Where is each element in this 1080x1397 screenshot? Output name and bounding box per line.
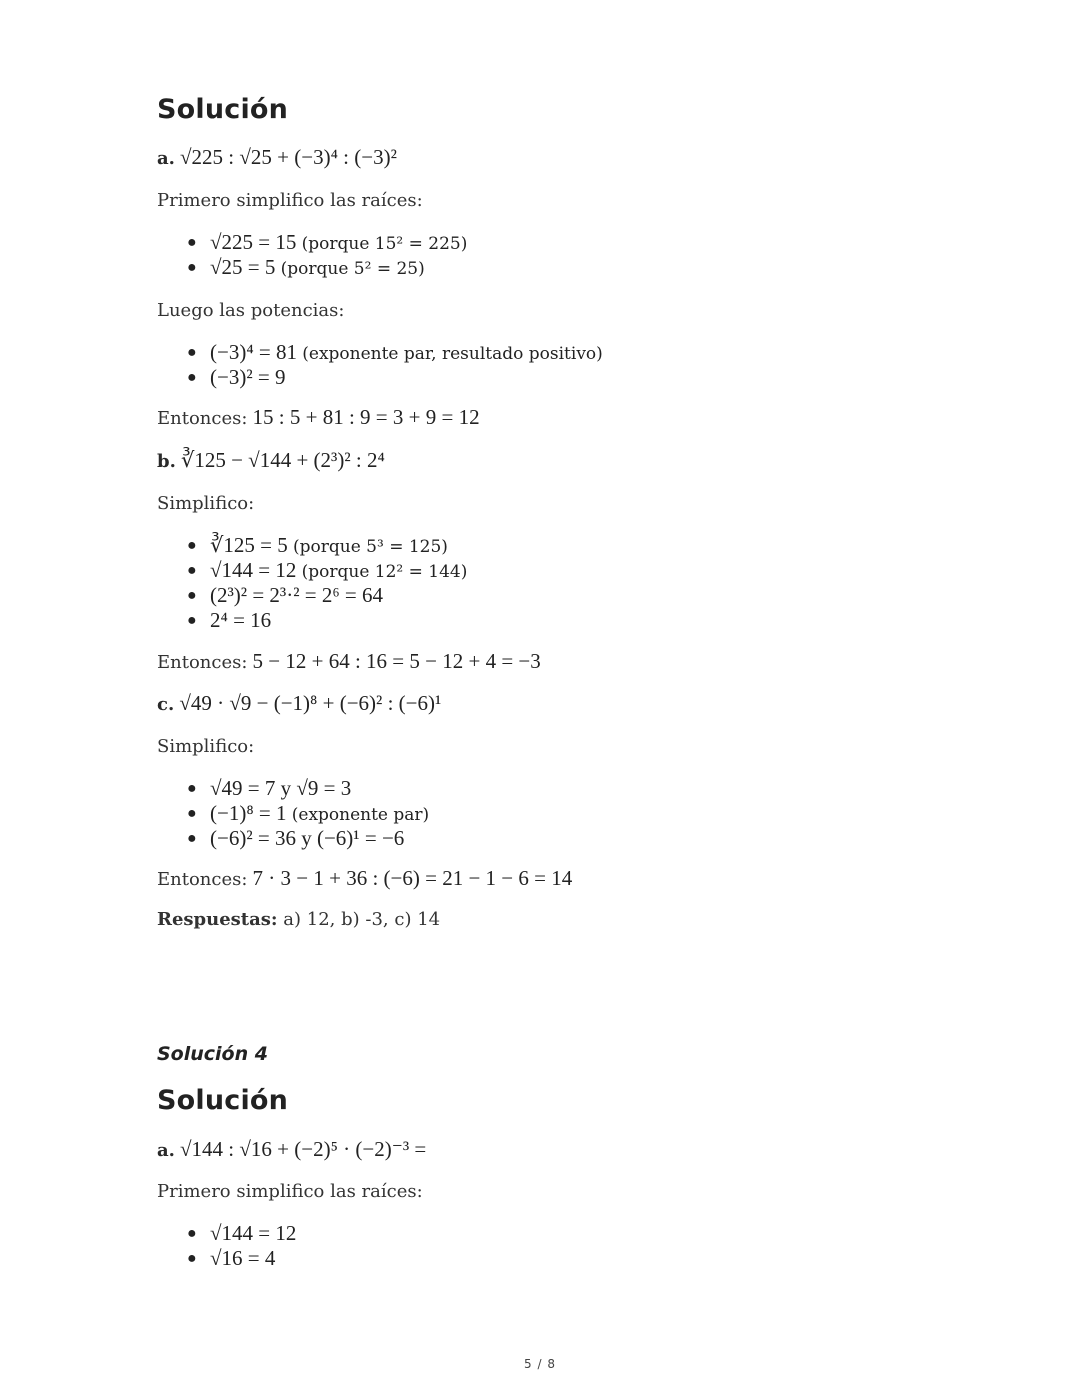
- powers-list: [187, 340, 603, 390]
- result-line: Entonces: 7 · 3 − 1 + 36 : (−6) = 21 − 1 − 6 = 14: [157, 866, 573, 890]
- list-item: ● √16 = 4: [187, 1246, 276, 1270]
- exercise-expression: ∛125 − √144 + (2³)² : 2⁴: [180, 448, 385, 472]
- page-number: 5 / 8: [524, 1357, 556, 1371]
- list-item: ● (−3)² = 9: [187, 365, 286, 389]
- result-line: Entonces: 5 − 12 + 64 : 16 = 5 − 12 + 4 = −3: [157, 649, 541, 673]
- list-item: ● (−1)⁸ = 1 (exponente par): [187, 801, 430, 825]
- simplify-list: [187, 533, 467, 633]
- result-line: Entonces: 15 : 5 + 81 : 9 = 3 + 9 = 12: [157, 405, 480, 429]
- exercise-a-statement: [157, 145, 397, 170]
- answers-line: Respuestas: a) 12, b) -3, c) 14: [157, 909, 441, 930]
- exercise-label: b.: [157, 451, 176, 472]
- section-subtitle: Solución 4: [157, 1043, 268, 1065]
- list-item: ● (−6)² = 36 y (−6)¹ = −6: [187, 826, 405, 850]
- paragraph: Primero simplifico las raíces:: [157, 190, 423, 211]
- list-item: ● ∛125 = 5 (porque 5³ = 125): [187, 533, 448, 557]
- list-item: ● √49 = 7 y √9 = 3: [187, 776, 352, 800]
- simplify-list: [187, 776, 429, 851]
- exercise-expression: √225 : √25 + (−3)⁴ : (−3)²: [180, 145, 397, 169]
- exercise-label: c.: [157, 694, 175, 715]
- paragraph: Simplifico:: [157, 493, 255, 514]
- section-title: Solución: [157, 1085, 289, 1116]
- exercise-label: a.: [157, 148, 175, 169]
- exercise-b-statement: [157, 448, 385, 473]
- list-item: ● (2³)² = 2³·² = 2⁶ = 64: [187, 583, 384, 607]
- list-item: ● √144 = 12: [187, 1221, 297, 1245]
- section-title: Solución: [157, 94, 289, 125]
- exercise-label: a.: [157, 1140, 175, 1161]
- list-item: ● √25 = 5 (porque 5² = 25): [187, 255, 425, 279]
- list-item: ● 2⁴ = 16: [187, 608, 272, 632]
- exercise-expression: √144 : √16 + (−2)⁵ · (−2)⁻³ =: [180, 1137, 427, 1161]
- roots-list: [187, 1221, 296, 1271]
- paragraph: Luego las potencias:: [157, 300, 345, 321]
- paragraph: Simplifico:: [157, 736, 255, 757]
- list-item: ● (−3)⁴ = 81 (exponente par, resultado positivo): [187, 340, 603, 364]
- exercise-a-statement: [157, 1137, 426, 1162]
- exercise-expression: √49 · √9 − (−1)⁸ + (−6)² : (−6)¹: [179, 691, 442, 715]
- exercise-c-statement: [157, 691, 441, 716]
- roots-list: [187, 230, 467, 280]
- list-item: ● √144 = 12 (porque 12² = 144): [187, 558, 468, 582]
- list-item: ● √225 = 15 (porque 15² = 225): [187, 230, 468, 254]
- paragraph: Primero simplifico las raíces:: [157, 1181, 423, 1202]
